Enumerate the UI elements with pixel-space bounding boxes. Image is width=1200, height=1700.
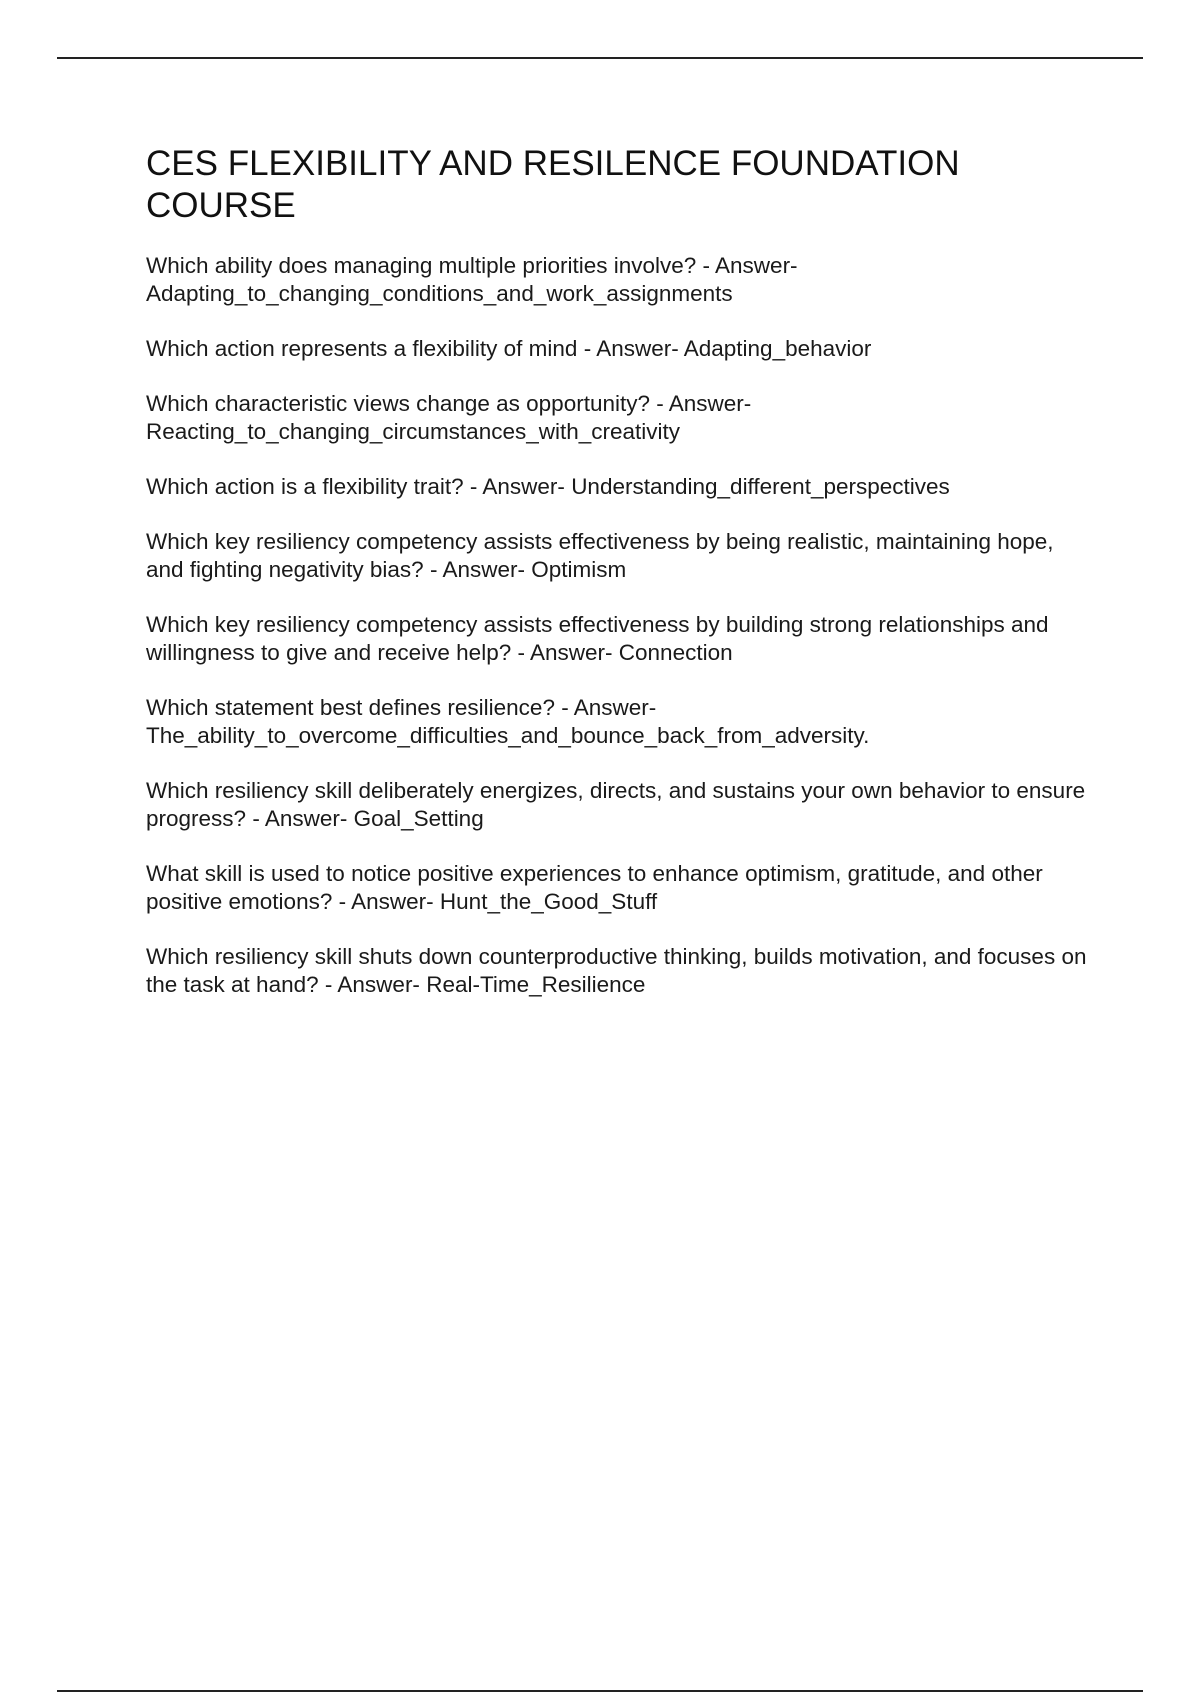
document-body [146, 143, 1091, 1026]
answer-text: Optimism [531, 557, 627, 582]
qa-item [146, 252, 1091, 308]
answer-label: Answer- [596, 336, 679, 361]
answer-text: Understanding_different_perspectives [571, 474, 950, 499]
question-text: Which ability does managing multiple priorities involve? [146, 253, 697, 278]
qa-item [146, 473, 1091, 501]
document-title: CES FLEXIBILITY AND RESILENCE FOUNDATION COURSE [146, 144, 960, 225]
separator [332, 889, 351, 914]
question-text: Which action is a flexibility trait? [146, 474, 464, 499]
answer-label: Answer- [482, 474, 565, 499]
separator [577, 336, 596, 361]
question-text: Which resiliency skill deliberately energizes, directs, and sustains your own behavior to ensure progress? [146, 778, 1086, 831]
question-text: What skill is used to notice positive experiences to enhance optimism, gratitude, and other positive emotions? [146, 861, 1043, 914]
separator [650, 391, 669, 416]
answer-text: Adapting_behavior [683, 336, 872, 361]
answer-label: Answer- [715, 253, 798, 278]
qa-item [146, 528, 1091, 584]
qa-item [146, 943, 1091, 999]
answer-text: Hunt_the_Good_Stuff [439, 889, 658, 914]
separator [464, 474, 483, 499]
question-text: Which characteristic views change as opportunity? [146, 391, 650, 416]
answer-label: Answer- [668, 391, 752, 416]
answer-label: Answer- [351, 889, 434, 914]
qa-item [146, 390, 1091, 446]
answer-text: Real-Time_Resilience [426, 972, 646, 997]
answer-label: Answer- [442, 557, 525, 582]
answer-label: Answer- [573, 695, 657, 720]
answer-label: Answer- [337, 972, 420, 997]
separator [555, 695, 574, 720]
qa-item [146, 860, 1091, 916]
qa-list [146, 252, 1091, 999]
separator [319, 972, 338, 997]
answer-text: The_ability_to_overcome_difficulties_and_bounce_back_from_adversity. [146, 723, 870, 748]
qa-item [146, 335, 1091, 363]
qa-item [146, 694, 1091, 750]
question-text: Which resiliency skill shuts down counterproductive thinking, builds motivation, and focuses on the task at hand? [146, 944, 1087, 997]
answer-text: Adapting_to_changing_conditions_and_work_assignments [146, 281, 733, 306]
bottom-rule [57, 1690, 1143, 1692]
question-text: Which key resiliency competency assists effectiveness by being realistic, maintaining hope, and fighting negativity bias? [146, 529, 1054, 582]
answer-label: Answer- [529, 640, 613, 665]
qa-item [146, 777, 1091, 833]
question-text: Which action represents a flexibility of mind [146, 336, 578, 361]
separator [696, 253, 715, 278]
top-rule [57, 57, 1143, 59]
separator [424, 557, 443, 582]
answer-text: Reacting_to_changing_circumstances_with_creativity [146, 419, 681, 444]
answer-label: Answer- [264, 806, 348, 831]
answer-text: Goal_Setting [353, 806, 484, 831]
separator [246, 806, 265, 831]
separator [511, 640, 530, 665]
question-text: Which statement best defines resilience? [146, 695, 555, 720]
question-text: Which key resiliency competency assists effectiveness by building strong relationships and willingness to give and receive help? [146, 612, 1049, 665]
answer-text: Connection [618, 640, 733, 665]
qa-item [146, 611, 1091, 667]
